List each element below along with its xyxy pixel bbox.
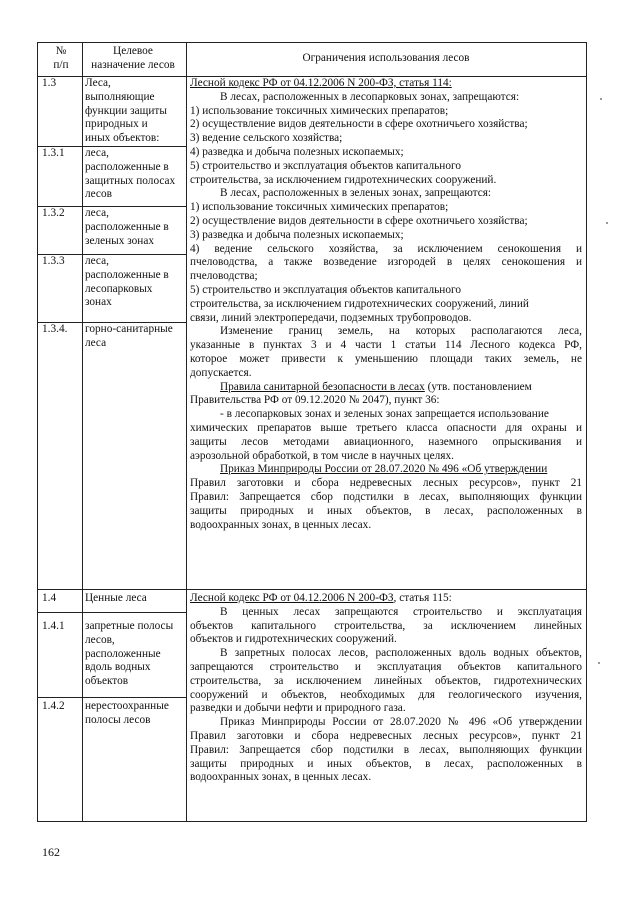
text-line: Правил заготовки и сбора недревесных лесных ресурсов», пункт 21 xyxy=(190,729,582,742)
text-line: 5) строительство и эксплуатация объектов капитального xyxy=(190,159,461,172)
text-line: Правительства РФ от 09.12.2020 № 2047), пункт 36: xyxy=(190,394,440,407)
row-number: 1.3.1 xyxy=(42,147,65,159)
text-line: допускается. xyxy=(190,366,252,379)
text-line: 5) строительство и эксплуатация объектов капитального xyxy=(190,283,461,296)
text-line: защиты лесов методами авиационного, наземного опрыскивания и xyxy=(190,435,582,448)
purpose-line: горно-санитарные xyxy=(85,323,173,335)
purpose-line: нерестоохранные xyxy=(85,700,169,712)
text-line: строительства, за исключением гидротехнических сооружений, линий xyxy=(190,297,529,310)
purpose-line: объектов xyxy=(85,675,129,688)
restrictions-block-2 xyxy=(190,592,582,785)
row-purpose xyxy=(85,207,181,248)
purpose-line: леса xyxy=(85,336,107,349)
header-purpose-line: назначение лесов xyxy=(91,58,175,71)
table-border-left xyxy=(37,42,38,821)
text-line: 1) использование токсичных химических препаратов; xyxy=(190,201,449,214)
text-line: 2) осуществление видов деятельности в сфере охотничьего хозяйства; xyxy=(190,214,528,227)
text-line: Правил: Запрещается сбор подстилки в лесах, выполняющих функции xyxy=(190,743,582,756)
text-line: связи, линий электропередачи, подземных трубопроводов. xyxy=(190,311,472,324)
row-purpose xyxy=(85,620,181,689)
law-reference: Лесной кодекс РФ от 04.12.2006 N 200-ФЗ, статья 114: xyxy=(190,77,452,89)
row-divider xyxy=(37,697,187,698)
text-line: разведки и добычи нефти и природного газа. xyxy=(190,702,406,715)
table-divider-col2 xyxy=(186,42,187,821)
text-line: 3) разведка и добыча полезных ископаемых; xyxy=(190,228,404,241)
restrictions-block-1 xyxy=(190,77,582,532)
text-line: Правил заготовки и сбора недревесных лесных ресурсов», пункт 21 xyxy=(190,477,582,490)
text-line: указанные в пунктах 3 и 4 части 1 статьи 114 Лесного кодекса РФ, xyxy=(190,339,582,352)
purpose-line: природных и xyxy=(85,118,148,131)
text-line: Изменение границ земель, на которых располагаются леса, xyxy=(220,325,582,338)
text-line: Правил: Запрещается сбор подстилки в лесах, выполняющих функции xyxy=(190,490,582,503)
text-line: водоохранных зонах, в ценных лесах. xyxy=(190,771,372,784)
purpose-line: зонах xyxy=(85,296,112,309)
text-line: пчеловодства, а также возведение изгородей в целях сенокошения и xyxy=(190,256,582,269)
purpose-line: зеленых зонах xyxy=(85,234,154,247)
purpose-line: расположенные в xyxy=(85,220,169,233)
purpose-line: иных объектов: xyxy=(85,132,160,145)
text-line: которое может привести к уменьшению площади таких земель, не xyxy=(190,352,582,365)
table-divider-col1 xyxy=(82,42,83,821)
header-purpose xyxy=(85,45,181,73)
text-line: 4) разведка и добыча полезных ископаемых; xyxy=(190,145,404,158)
text-fragment: , статья 115: xyxy=(393,592,452,604)
purpose-line: лесопарковых xyxy=(85,282,153,295)
purpose-line: защитных полосах xyxy=(85,174,176,187)
text-line: запрещаются строительство и эксплуатация объектов капитального xyxy=(190,660,582,673)
text-line: пчеловодства; xyxy=(190,270,258,283)
scan-speck xyxy=(598,662,600,664)
purpose-line: выполняющие xyxy=(85,90,155,103)
table-border-top xyxy=(37,42,587,43)
text-line: 2) осуществление видов деятельности в сфере охотничьего хозяйства; xyxy=(190,118,528,131)
text-line: аэрозольной обработкой, в том числе в научных целях. xyxy=(190,449,454,462)
purpose-line: леса, xyxy=(85,147,109,159)
purpose-line: расположенные в xyxy=(85,160,169,173)
text-line: строительства, за исключением линейных объектов, гидротехнических xyxy=(190,674,582,687)
text-line: водоохранных зонах, в ценных лесах. xyxy=(190,518,372,531)
text-line: сооружений и объектов, необходимых для геологического изучения, xyxy=(190,688,582,701)
page-number: 162 xyxy=(42,845,60,859)
header-num-line: № xyxy=(55,45,67,57)
row-purpose xyxy=(85,77,181,146)
text-line: защиты природных и иных объектов, в лесах, расположенных в xyxy=(190,504,582,517)
row-number: 1.3 xyxy=(42,77,57,89)
text-line xyxy=(190,592,582,606)
text-line: В лесах, расположенных в лесопарковых зонах, запрещаются: xyxy=(220,90,520,103)
header-num xyxy=(42,45,80,73)
text-line: 4) ведение сельского хозяйства, за исключением сенокошения и xyxy=(190,242,582,255)
purpose-line: лесов xyxy=(85,188,112,201)
table-border-bottom xyxy=(37,821,587,822)
row-number: 1.3.2 xyxy=(42,207,65,219)
purpose-line: лесов, xyxy=(85,633,115,646)
purpose-line: функции защиты xyxy=(85,104,167,117)
purpose-line: расположенные в xyxy=(85,268,169,281)
text-fragment: (утв. постановлением xyxy=(424,380,532,393)
scan-speck xyxy=(606,222,608,224)
text-line: 1) использование токсичных химических препаратов; xyxy=(190,104,449,117)
text-line: 3) ведение сельского хозяйства; xyxy=(190,132,343,145)
purpose-line: леса, xyxy=(85,207,109,219)
text-line: строительства, за исключением гидротехнических сооружений. xyxy=(190,173,497,186)
row-number: 1.3.3 xyxy=(42,255,65,267)
header-restrictions: Ограничения использования лесов xyxy=(302,52,470,64)
header-num-line: п/п xyxy=(53,58,69,71)
row-number: 1.4.2 xyxy=(42,700,65,712)
text-line: химических препаратов выше третьего класса опасности для охраны и xyxy=(190,421,582,434)
purpose-line: полосы лесов xyxy=(85,713,151,726)
text-line: В запретных полосах лесов, расположенных вдоль водных объектов, xyxy=(220,647,582,660)
row-purpose xyxy=(85,700,181,728)
purpose-line: леса, xyxy=(85,255,109,267)
purpose-line: Ценные леса xyxy=(85,592,147,604)
text-line: объектов капитального строительства, за исключением линейных xyxy=(190,619,582,632)
text-line xyxy=(190,381,582,395)
purpose-line: вдоль водных xyxy=(85,661,151,674)
row-purpose xyxy=(85,323,181,351)
purpose-line: запретные полосы xyxy=(85,620,174,632)
text-line: защиты природных и иных объектов, в лесах, расположенных в xyxy=(190,757,582,770)
text-line: В лесах, расположенных в зеленых зонах, запрещаются: xyxy=(220,187,492,200)
row-number: 1.4.1 xyxy=(42,620,65,632)
rules-reference: Правила санитарной безопасности в лесах xyxy=(220,380,425,393)
scan-speck xyxy=(600,98,602,100)
law-reference: Лесной кодекс РФ от 04.12.2006 N 200-ФЗ xyxy=(190,592,394,604)
row-number: 1.4 xyxy=(42,592,57,604)
row-purpose xyxy=(85,592,181,606)
text-line: объектов и гидротехнических сооружений. xyxy=(190,633,397,646)
order-reference: Приказ Минприроды России от 28.07.2020 № 496 «Об утверждении xyxy=(220,463,548,476)
row-purpose xyxy=(85,147,181,202)
text-line: - в лесопарковых зонах и зеленых зонах запрещается использование xyxy=(220,408,549,421)
row-divider xyxy=(37,612,187,613)
header-purpose-line: Целевое xyxy=(113,45,153,57)
purpose-line: Леса, xyxy=(85,77,111,89)
purpose-line: расположенные xyxy=(85,647,161,660)
table-border-right xyxy=(586,42,587,821)
text-line: Приказ Минприроды России от 28.07.2020 № 496 «Об утверждении xyxy=(220,716,582,729)
row-number: 1.3.4. xyxy=(42,323,68,335)
text-line: В ценных лесах запрещаются строительство и эксплуатация xyxy=(220,605,582,618)
row-purpose xyxy=(85,255,181,310)
row-divider-section xyxy=(37,589,587,590)
